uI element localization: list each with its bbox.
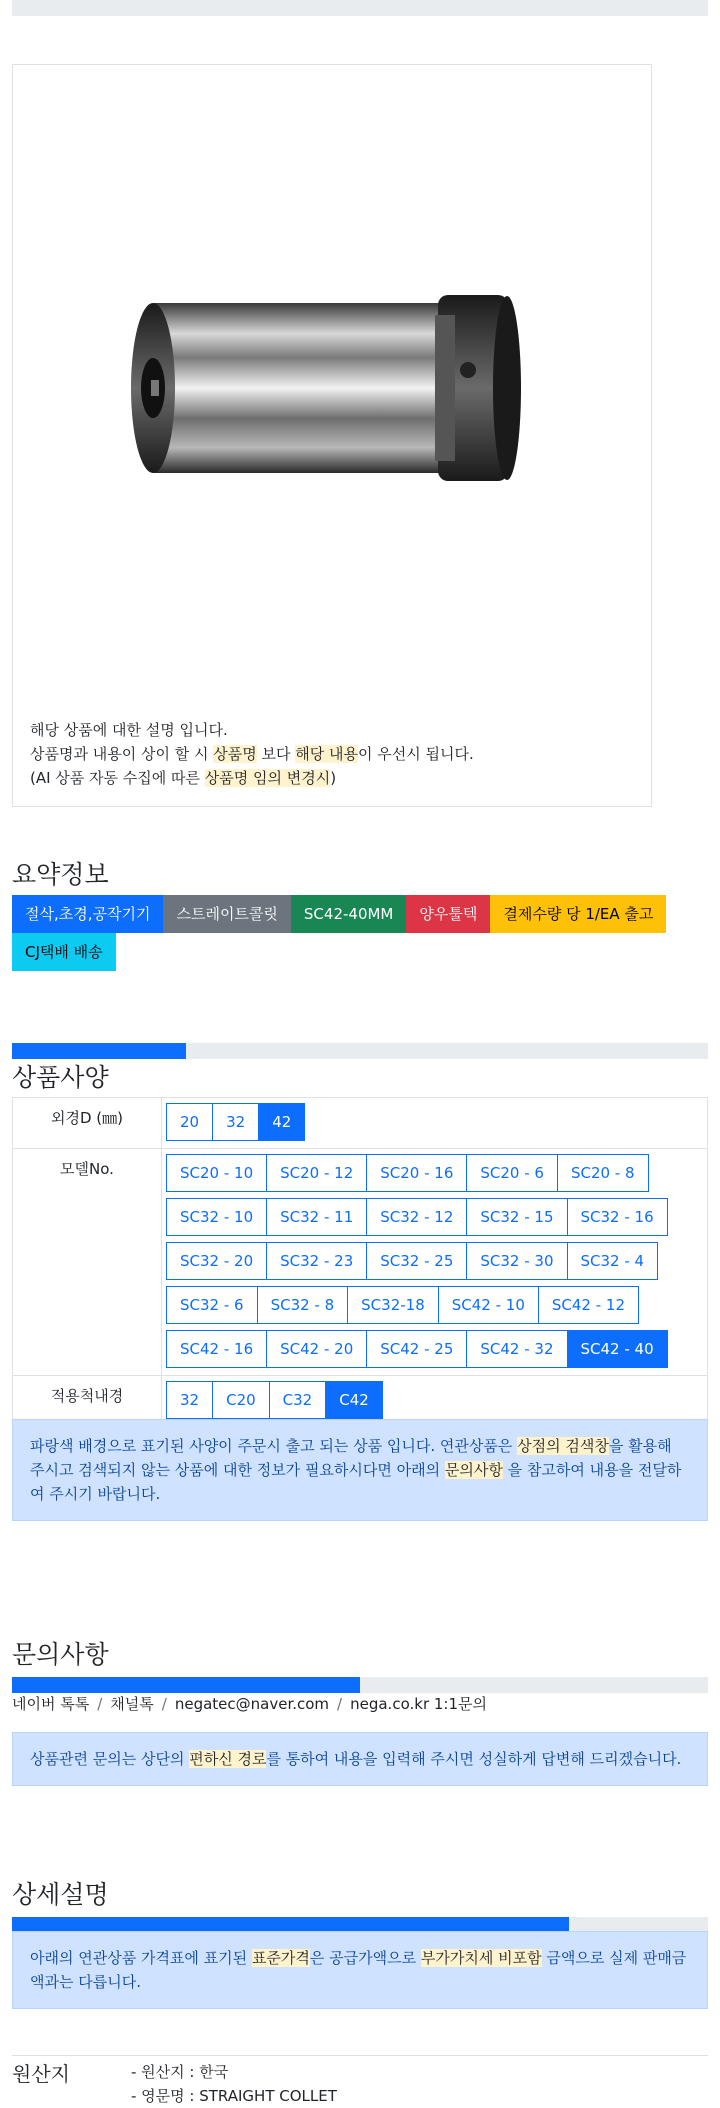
spec-option[interactable]: SC32 - 6	[166, 1286, 258, 1324]
notice-line: 해당 상품에 대한 설명 입니다.	[30, 721, 228, 739]
spec-option[interactable]: SC42 - 20	[266, 1330, 367, 1368]
spec-option[interactable]: SC20 - 10	[166, 1154, 267, 1192]
spec-option[interactable]: SC32-18	[347, 1286, 439, 1324]
spec-option[interactable]: SC32 - 30	[466, 1242, 567, 1280]
spec-label: 적용척내경	[13, 1376, 162, 1427]
spec-option[interactable]: SC32 - 25	[366, 1242, 467, 1280]
spec-option[interactable]: SC32 - 20	[166, 1242, 267, 1280]
spec-option[interactable]: SC42 - 25	[366, 1330, 467, 1368]
contact-site-inquiry[interactable]: nega.co.kr 1:1문의	[350, 1695, 487, 1713]
spec-option[interactable]: SC32 - 11	[266, 1198, 367, 1236]
collet-image	[123, 275, 553, 505]
inquiry-progress	[12, 1677, 708, 1693]
contact-email[interactable]: negatec@naver.com	[174, 1695, 330, 1713]
spec-note: 파랑색 배경으로 표기된 사양이 주문시 출고 되는 상품 입니다. 연관상품은 상점의 검색창을 활용해 주시고 검색되지 않는 상품에 대한 정보가 필요하시다면 아래의 문의사항 을 참고하여 내용을 전달하여 주시기 바랍니다.	[12, 1419, 708, 1521]
separator: /	[97, 1695, 103, 1713]
origin-lines	[131, 2060, 337, 2108]
spec-option[interactable]: C20	[212, 1381, 270, 1419]
detail-note: 아래의 연관상품 가격표에 표기된 표준가격은 공급가액으로 부가가치세 비포함 금액으로 실제 판매금액과는 다릅니다.	[12, 1931, 708, 2009]
spec-option[interactable]: SC32 - 8	[257, 1286, 349, 1324]
spec-table	[12, 1097, 708, 1427]
spec-option[interactable]: SC32 - 12	[366, 1198, 467, 1236]
spec-option[interactable]: SC20 - 16	[366, 1154, 467, 1192]
spec-option[interactable]: SC42 - 16	[166, 1330, 267, 1368]
summary-badge: CJ택배 배송	[12, 933, 116, 971]
spec-label: 외경D (㎜)	[13, 1098, 162, 1149]
summary-badge: 양우툴텍	[406, 895, 490, 933]
spec-progress-bar	[12, 1043, 186, 1059]
inquiry-progress-bar	[12, 1677, 360, 1693]
origin-section	[12, 2055, 708, 2105]
spec-option[interactable]: 42	[258, 1103, 305, 1141]
origin-english-name: - 영문명 : STRAIGHT COLLET	[131, 2087, 337, 2105]
spec-option[interactable]: 20	[166, 1103, 213, 1141]
spec-row	[13, 1149, 708, 1376]
contact-list	[12, 1693, 487, 1714]
separator: /	[337, 1695, 343, 1713]
spec-option[interactable]: C42	[325, 1381, 383, 1419]
spec-progress	[12, 1043, 708, 1059]
summary-title: 요약정보	[12, 860, 109, 889]
spec-row	[13, 1098, 708, 1149]
spec-options	[162, 1098, 708, 1149]
spec-option[interactable]: SC32 - 15	[466, 1198, 567, 1236]
summary-badge: SC42-40MM	[291, 895, 406, 933]
origin-country: - 원산지 : 한국	[131, 2063, 229, 2081]
spec-option[interactable]: 32	[212, 1103, 259, 1141]
spec-title: 상품사양	[12, 1063, 109, 1092]
summary-badge: 스트레이트콜릿	[163, 895, 290, 933]
spec-options	[162, 1149, 708, 1376]
spec-option[interactable]: C32	[269, 1381, 327, 1419]
contact-channel-talk[interactable]: 채널톡	[110, 1695, 154, 1713]
top-bar	[12, 0, 708, 16]
spec-option[interactable]: SC42 - 40	[567, 1330, 668, 1368]
inquiry-title: 문의사항	[12, 1640, 109, 1669]
spec-option[interactable]: SC32 - 23	[266, 1242, 367, 1280]
product-image-panel	[12, 64, 652, 807]
spec-option[interactable]: SC42 - 12	[538, 1286, 639, 1324]
product-notice	[30, 718, 474, 790]
spec-option[interactable]: SC20 - 6	[466, 1154, 558, 1192]
inquiry-note: 상품관련 문의는 상단의 편하신 경로를 통하여 내용을 입력해 주시면 성실하게 답변해 드리겠습니다.	[12, 1732, 708, 1786]
summary-badge: 결제수량 당 1/EA 출고	[490, 895, 666, 933]
spec-option[interactable]: SC42 - 32	[466, 1330, 567, 1368]
origin-label: 원산지	[12, 2062, 70, 2086]
spec-option[interactable]: SC42 - 10	[438, 1286, 539, 1324]
separator: /	[161, 1695, 167, 1713]
spec-option[interactable]: SC32 - 16	[567, 1198, 668, 1236]
spec-label: 모델No.	[13, 1149, 162, 1376]
notice-line: 상품명과 내용이 상이 할 시 상품명 보다 해당 내용이 우선시 됩니다.	[30, 745, 474, 763]
summary-badges	[12, 895, 712, 971]
contact-naver-talk[interactable]: 네이버 톡톡	[12, 1695, 90, 1713]
spec-option[interactable]: SC32 - 4	[567, 1242, 659, 1280]
spec-option[interactable]: SC32 - 10	[166, 1198, 267, 1236]
spec-option[interactable]: 32	[166, 1381, 213, 1419]
notice-line: (AI 상품 자동 수집에 따른 상품명 임의 변경시)	[30, 769, 337, 787]
spec-option[interactable]: SC20 - 12	[266, 1154, 367, 1192]
summary-badge: 절삭,초경,공작기기	[12, 895, 163, 933]
detail-title: 상세설명	[12, 1880, 109, 1909]
spec-option[interactable]: SC20 - 8	[557, 1154, 649, 1192]
